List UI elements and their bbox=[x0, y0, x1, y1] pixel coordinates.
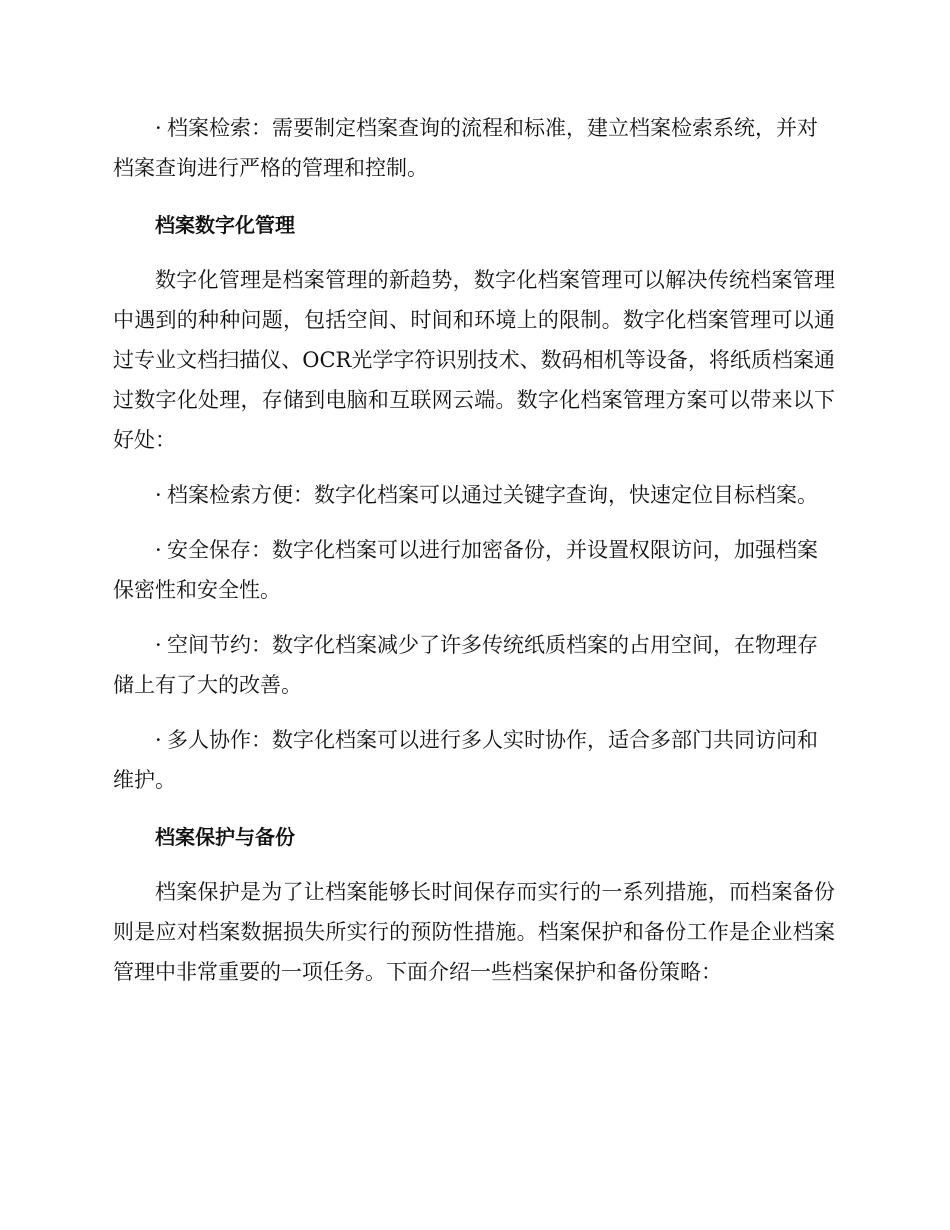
bullet-text: 档案检索：需要制定档案查询的流程和标准，建立档案检索系统，并对档案查询进行严格的管理和控制。 bbox=[113, 116, 818, 180]
bullet-item-collaboration bbox=[113, 720, 835, 800]
paragraph-protection-backup: 档案保护是为了让档案能够长时间保存而实行的一系列措施，而档案备份则是应对档案数据损失所实行的预防性措施。档案保护和备份工作是企业档案管理中非常重要的一项任务。下面介绍一些档案保护和备份策略： bbox=[113, 880, 835, 984]
bullet-marker: · bbox=[155, 483, 162, 507]
section-heading-digital-management: 档案数字化管理 bbox=[155, 213, 295, 237]
bullet-marker: · bbox=[155, 633, 162, 657]
bullet-item-archive-retrieval bbox=[113, 108, 835, 188]
section-heading-protection-backup: 档案保护与备份 bbox=[155, 825, 295, 849]
bullet-text: 档案检索方便：数字化档案可以通过关键字查询，快速定位目标档案。 bbox=[167, 483, 818, 507]
bullet-marker: · bbox=[155, 116, 162, 140]
document-body bbox=[113, 108, 835, 1007]
bullet-item-space-saving bbox=[113, 625, 835, 705]
bullet-item-secure-storage bbox=[113, 530, 835, 610]
bullet-marker: · bbox=[155, 728, 162, 752]
bullet-item-easy-retrieval bbox=[113, 475, 835, 515]
bullet-text: 多人协作：数字化档案可以进行多人实时协作，适合多部门共同访问和维护。 bbox=[113, 728, 818, 792]
bullet-text: 空间节约：数字化档案减少了许多传统纸质档案的占用空间，在物理存储上有了大的改善。 bbox=[113, 633, 818, 697]
bullet-text: 安全保存：数字化档案可以进行加密备份，并设置权限访问，加强档案保密性和安全性。 bbox=[113, 538, 818, 602]
paragraph-digital-management: 数字化管理是档案管理的新趋势，数字化档案管理可以解决传统档案管理中遇到的种种问题，包括空间、时间和环境上的限制。数字化档案管理可以通过专业文档扫描仪、OCR光学字符识别技术、数码相机等设备，将纸质档案通过数字化处理，存储到电脑和互联网云端。数字化档案管理方案可以带来以下好处： bbox=[113, 268, 835, 452]
bullet-marker: · bbox=[155, 538, 162, 562]
